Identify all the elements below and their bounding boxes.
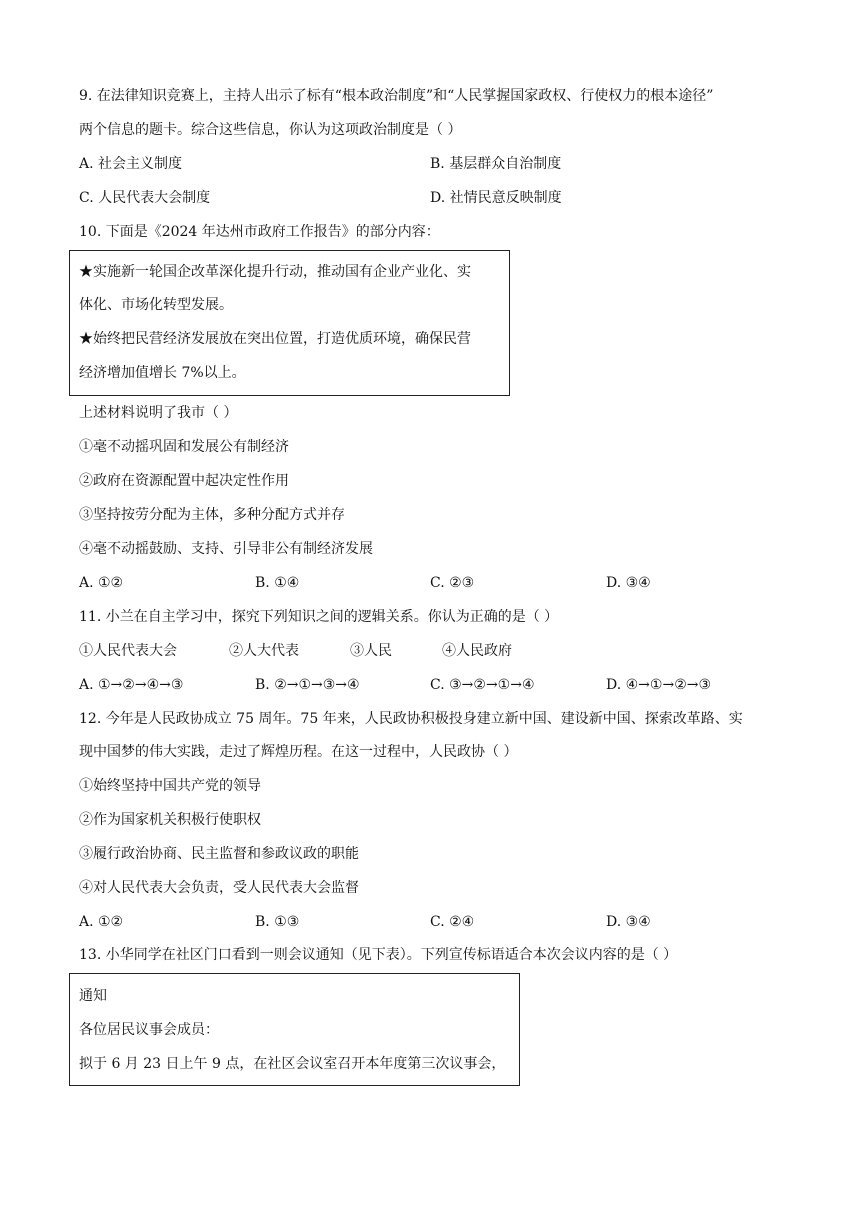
q12-statement-1: ①始终坚持中国共产党的领导 [79,778,261,794]
q12-stem-line2: 现中国梦的伟大实践，走过了辉煌历程。在这一过程中，人民政协（ ） [79,744,518,760]
q10-material-line4: 经济增加值增长 7%以上。 [79,365,246,381]
q12-statement-3: ③履行政治协商、民主监督和参政议政的职能 [79,846,359,862]
q13-notice-title: 通知 [79,988,107,1004]
q10-prompt: 上述材料说明了我市（ ） [79,405,238,421]
q10-option-b: B. ①④ [255,575,300,591]
q9-stem-line2: 两个信息的题卡。综合这些信息，你认为这项政治制度是（ ） [79,122,462,138]
q11-item-3: ③人民 [350,643,392,659]
q11-item-4: ④人民政府 [442,643,512,659]
q12-stem-line1: 12. 今年是人民政协成立 75 周年。75 年来，人民政协积极投身建立新中国、建设新中国、探索改革路、实 [79,711,743,727]
q10-option-c: C. ②③ [430,575,475,591]
q10-option-d: D. ③④ [606,575,651,591]
q9-stem-line1: 9. 在法律知识竞赛上，主持人出示了标有“根本政治制度”和“人民掌握国家政权、行使权力的根本途径” [79,88,714,104]
q9-option-d: D. 社情民意反映制度 [430,190,562,206]
q10-material-line2: 体化、市场化转型发展。 [79,297,233,313]
q10-statement-4: ④毫不动摇鼓励、支持、引导非公有制经济发展 [79,541,373,557]
q11-stem: 11. 小兰在自主学习中，探究下列知识之间的逻辑关系。你认为正确的是（ ） [79,609,559,625]
q10-option-a: A. ①② [79,575,124,591]
q10-statement-2: ②政府在资源配置中起决定性作用 [79,473,289,489]
q9-option-a: A. 社会主义制度 [79,156,183,172]
q9-option-c: C. 人民代表大会制度 [79,190,211,206]
q11-option-d: D. ④→①→②→③ [606,677,712,693]
q12-statement-2: ②作为国家机关积极行使职权 [79,812,261,828]
q11-option-b: B. ②→①→③→④ [255,677,360,693]
q13-stem: 13. 小华同学在社区门口看到一则会议通知（见下表）。下列宣传标语适合本次会议内容的是（ ） [79,947,678,963]
q12-option-a: A. ①② [79,914,124,930]
q13-notice-body: 拟于 6 月 23 日上午 9 点，在社区会议室召开本年度第三次议事会， [79,1056,506,1072]
q11-item-1: ①人民代表大会 [79,643,177,659]
q12-option-b: B. ①③ [255,914,300,930]
q9-option-b: B. 基层群众自治制度 [430,156,562,172]
q12-option-d: D. ③④ [606,914,651,930]
q10-statement-3: ③坚持按劳分配为主体，多种分配方式并存 [79,507,345,523]
q10-material-line1: ★实施新一轮国企改革深化提升行动，推动国有企业产业化、实 [79,264,471,280]
q11-item-2: ②人大代表 [229,643,299,659]
q11-option-a: A. ①→②→④→③ [79,677,184,693]
q12-option-c: C. ②④ [430,914,475,930]
q12-statement-4: ④对人民代表大会负责，受人民代表大会监督 [79,880,359,896]
q10-statement-1: ①毫不动摇巩固和发展公有制经济 [79,439,289,455]
q10-stem: 10. 下面是《2024 年达州市政府工作报告》的部分内容： [79,224,440,240]
q11-option-c: C. ③→②→①→④ [430,677,535,693]
q10-material-line3: ★始终把民营经济发展放在突出位置，打造优质环境，确保民营 [79,331,471,347]
q13-notice-salutation: 各位居民议事会成员： [79,1022,219,1038]
